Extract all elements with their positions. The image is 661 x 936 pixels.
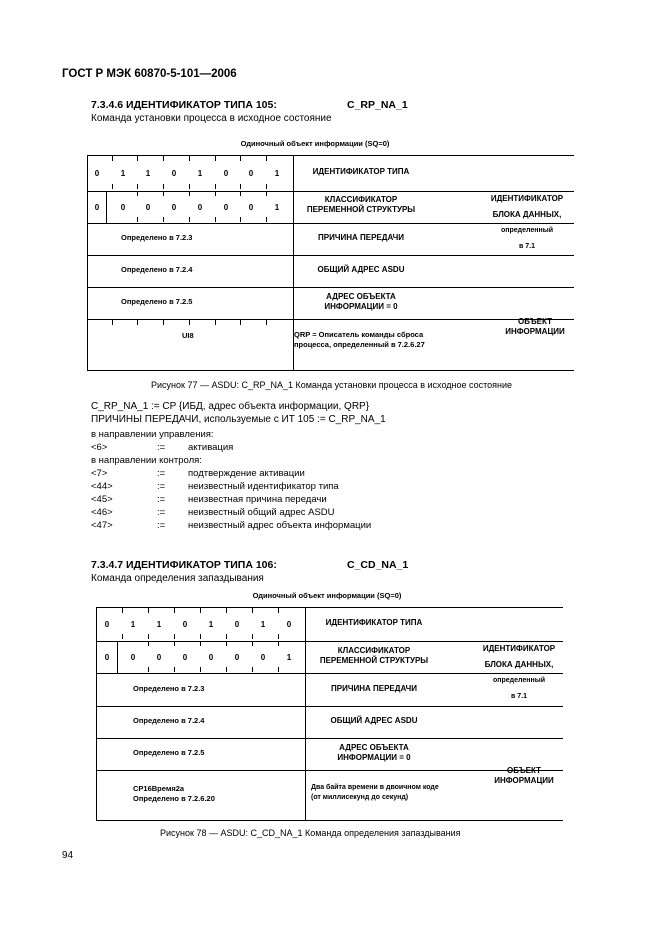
cot-code: <7> bbox=[91, 468, 108, 479]
bit: 1 bbox=[274, 169, 280, 178]
bit: 0 bbox=[171, 203, 177, 212]
data-unit-id-group: ИДЕНТИФИКАТОР БЛОКА ДАННЫХ, bbox=[482, 644, 556, 669]
bit: 1 bbox=[120, 169, 126, 178]
cot-label: ПРИЧИНА ПЕРЕДАЧИ bbox=[318, 233, 404, 242]
cp16-definition: CP16Время2a Определено в 7.2.6.20 bbox=[133, 784, 215, 803]
bit: 1 bbox=[156, 620, 162, 629]
info-object-group: ОБЪЕКТ ИНФОРМАЦИИ bbox=[505, 317, 565, 336]
data-unit-id-definition: определенный в 7.1 bbox=[501, 227, 553, 250]
bit: 0 bbox=[182, 620, 188, 629]
cot-definition: Определено в 7.2.3 bbox=[121, 233, 193, 242]
cot-op: := bbox=[157, 520, 166, 531]
definition-line-1: C_RP_NA_1 := CP {ИБД, адрес объекта информации, QRP} bbox=[91, 401, 370, 412]
cot-desc: неизвестный адрес объекта информации bbox=[188, 520, 372, 531]
cot-op: := bbox=[157, 481, 166, 492]
data-unit-id-group: ИДЕНТИФИКАТОР БЛОКА ДАННЫХ, bbox=[490, 194, 564, 219]
figure-caption-77: Рисунок 77 — ASDU: C_RP_NA_1 Команда установки процесса в исходное состояние bbox=[151, 380, 513, 390]
bit: 0 bbox=[223, 169, 229, 178]
cot-code: <44> bbox=[91, 481, 113, 492]
vsq-label: КЛАССИФИКАТОР ПЕРЕМЕННОЙ СТРУКТУРЫ bbox=[306, 195, 416, 214]
bit: 0 bbox=[286, 620, 292, 629]
cot-code: <47> bbox=[91, 520, 113, 531]
bit: 0 bbox=[120, 203, 126, 212]
cot-desc: подтверждение активации bbox=[188, 468, 305, 479]
cot-label: ПРИЧИНА ПЕРЕДАЧИ bbox=[331, 684, 417, 693]
cot-desc: неизвестный общий адрес ASDU bbox=[188, 507, 335, 518]
cot-code: <6> bbox=[91, 442, 108, 453]
bit: 1 bbox=[286, 653, 292, 662]
bit: 0 bbox=[223, 203, 229, 212]
ioa-label: АДРЕС ОБЪЕКТА ИНФОРМАЦИИ = 0 bbox=[324, 292, 398, 311]
address-label: ОБЩИЙ АДРЕС ASDU bbox=[317, 265, 405, 274]
bit: 0 bbox=[234, 620, 240, 629]
bit: 0 bbox=[94, 169, 100, 178]
bit: 0 bbox=[197, 203, 203, 212]
ui8-label: UI8 bbox=[182, 331, 194, 340]
bit: 0 bbox=[104, 620, 110, 629]
section-code-105: C_RP_NA_1 bbox=[347, 99, 408, 111]
bit: 0 bbox=[104, 653, 110, 662]
bit: 1 bbox=[197, 169, 203, 178]
asdu-table-105 bbox=[87, 155, 574, 371]
bit: 0 bbox=[208, 653, 214, 662]
address-definition: Определено в 7.2.4 bbox=[121, 265, 193, 274]
bit: 0 bbox=[182, 653, 188, 662]
bit: 0 bbox=[145, 203, 151, 212]
bit: 1 bbox=[130, 620, 136, 629]
bit: 0 bbox=[248, 169, 254, 178]
address-definition: Определено в 7.2.4 bbox=[133, 716, 205, 725]
definition-line-2: ПРИЧИНЫ ПЕРЕДАЧИ, используемые с ИТ 105 := C_RP_NA_1 bbox=[91, 414, 386, 425]
bit: 1 bbox=[145, 169, 151, 178]
section-code-106: C_CD_NA_1 bbox=[347, 559, 409, 571]
ioa-definition: Определено в 7.2.5 bbox=[133, 748, 205, 757]
info-object-group: ОБЪЕКТ ИНФОРМАЦИИ bbox=[494, 766, 554, 785]
bit: 0 bbox=[234, 653, 240, 662]
monitor-direction: в направлении контроля: bbox=[91, 455, 202, 466]
cot-desc: неизвестный идентификатор типа bbox=[188, 481, 339, 492]
cot-op: := bbox=[157, 507, 166, 518]
cot-desc: активация bbox=[188, 442, 234, 453]
page-number: 94 bbox=[62, 850, 74, 861]
type-id-label: ИДЕНТИФИКАТОР ТИПА bbox=[325, 618, 423, 627]
bit: 0 bbox=[156, 653, 162, 662]
vsq-label: КЛАССИФИКАТОР ПЕРЕМЕННОЙ СТРУКТУРЫ bbox=[319, 646, 429, 665]
bit: 1 bbox=[274, 203, 280, 212]
cp16-label: Два байта времени в двоичном коде (от миллисекунд до секунд) bbox=[311, 784, 439, 801]
section-subtitle-106: Команда определения запаздывания bbox=[91, 573, 264, 584]
bit: 0 bbox=[260, 653, 266, 662]
qrp-label: QRP = Описатель команды сброса процесса, определенный в 7.2.6.27 bbox=[294, 330, 425, 349]
figure-caption-78: Рисунок 78 — ASDU: C_CD_NA_1 Команда определения запаздывания bbox=[160, 828, 461, 838]
asdu-table-106 bbox=[96, 607, 563, 821]
ioa-definition: Определено в 7.2.5 bbox=[121, 297, 193, 306]
bit: 0 bbox=[171, 169, 177, 178]
cot-op: := bbox=[157, 494, 166, 505]
cot-op: := bbox=[157, 442, 166, 453]
cot-op: := bbox=[157, 468, 166, 479]
cot-code: <45> bbox=[91, 494, 113, 505]
cot-definition: Определено в 7.2.3 bbox=[133, 684, 205, 693]
bit: 1 bbox=[260, 620, 266, 629]
bit: 0 bbox=[130, 653, 136, 662]
bit: 0 bbox=[248, 203, 254, 212]
section-heading-105: 7.3.4.6 ИДЕНТИФИКАТОР ТИПА 105: bbox=[91, 99, 277, 111]
ioa-label: АДРЕС ОБЪЕКТА ИНФОРМАЦИИ = 0 bbox=[337, 743, 411, 762]
cot-desc: неизвестная причина передачи bbox=[188, 494, 327, 505]
bit: 0 bbox=[94, 203, 100, 212]
cot-code: <46> bbox=[91, 507, 113, 518]
bit: 1 bbox=[208, 620, 214, 629]
type-id-label: ИДЕНТИФИКАТОР ТИПА bbox=[312, 167, 410, 176]
data-unit-id-definition: определенный в 7.1 bbox=[493, 677, 545, 700]
table-title-106: Одиночный объект информации (SQ=0) bbox=[252, 591, 402, 600]
address-label: ОБЩИЙ АДРЕС ASDU bbox=[330, 716, 418, 725]
section-subtitle-105: Команда установки процесса в исходное состояние bbox=[91, 113, 332, 124]
section-heading-106: 7.3.4.7 ИДЕНТИФИКАТОР ТИПА 106: bbox=[91, 559, 277, 571]
document-header: ГОСТ Р МЭК 60870-5-101—2006 bbox=[62, 68, 237, 80]
table-title-105: Одиночный объект информации (SQ=0) bbox=[240, 139, 390, 148]
control-direction: в направлении управления: bbox=[91, 429, 214, 440]
